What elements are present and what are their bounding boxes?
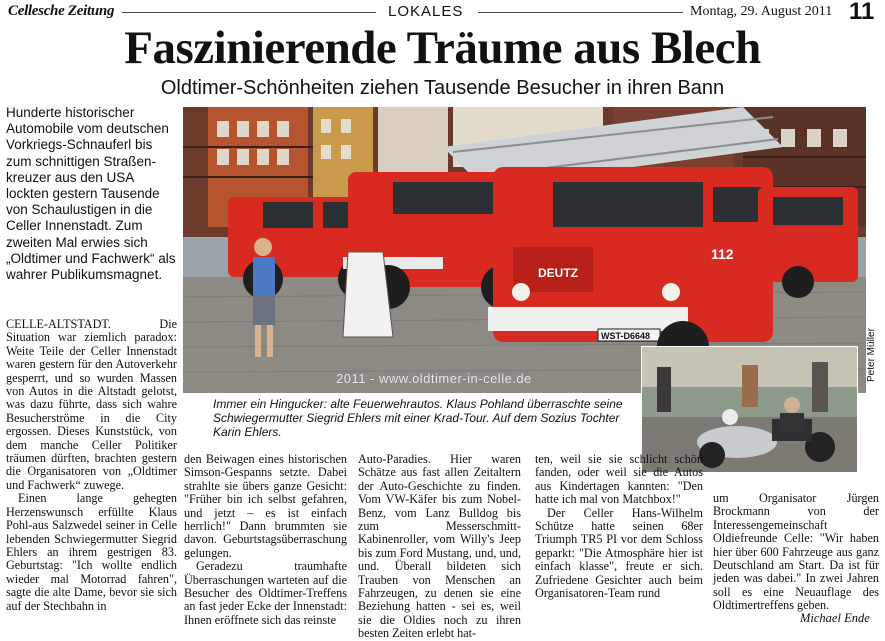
issue-date: Montag, 29. August 2011 (690, 4, 833, 19)
photo-credit: Peter Müller (866, 328, 877, 382)
header-rule-right (478, 12, 683, 13)
truck-number-label: 112 (711, 246, 734, 262)
truck-brand-label: DEUTZ (538, 266, 578, 280)
article-lead: Hunderte historischer Automobile vom deutschen Vorkriegs-Schnauferl bis zum schnittigen Straßen-kreuzer aus den USA lockten gestern Tausende von Schaulustigen in die Celler Innenstadt. Zum zweiten Mal erwies sich „Oldtimer und Fachwerk“ als wahrer Publikumsmagnet. (6, 105, 176, 283)
body-paragraph: ten, weil sie sie schlicht schön fanden, oder weil sie die Autos aus Kindertagen kannten: "Den hatte ich mal von Matchbox!" (535, 452, 703, 507)
body-paragraph: Einen lange gehegten Herzenswunsch erfüllte Klaus Pohl-aus Salzwedel seiner in Celle lebenden Schwiegermutter Siegrid Ehlers an ihrem gestrigen 83. Geburtstag: "Ich wollte endlich wieder mal Motorrad fahren", sagte die alte Dame, bevor sie sich auf der Stechbahn in (6, 491, 177, 613)
newspaper-masthead: Cellesche Zeitung (8, 3, 115, 19)
article-column-3 (358, 453, 521, 641)
header-rule-left (122, 12, 376, 13)
article-column-2 (184, 453, 347, 627)
author-byline: Michael Ende (800, 611, 870, 625)
article-headline: Faszinierende Träume aus Blech (124, 22, 761, 74)
body-paragraph: CELLE-ALTSTADT. Die Situation war ziemlich paradox: Weite Teile der Celler Innenstadt waren gestern für den Autoverkehr gesperrt, und so wurden Massen von Autos in die Altstadt gelotst, was dazu führte, dass sich wahre Besucherströme in die City ergossen. Dieses Kunststück, von dem manche Celler Politiker träumen dürften, brachten gestern die Organisatoren von „Oldtimer und Fachwerk“ zuwege. (6, 317, 177, 492)
article-column-5 (713, 492, 879, 613)
photo-watermark: 2011 - www.oldtimer-in-celle.de (336, 371, 532, 386)
license-plate: WST-D6648 (601, 331, 651, 341)
article-column-4 (535, 453, 703, 600)
body-paragraph: um Organisator Jürgen Brockmann von der Interessengemeinschaft Oldiefreunde Celle: "Wir haben hier über 600 Fahrzeuge aus ganz Deutschland am Start. Da ist für jeden was dabei." In zwei Jahren soll es eine Neuauflage des Oldtimertreffens geben. (713, 491, 879, 613)
body-paragraph: Geradezu traumhafte Überraschungen warteten auf die Besucher des Oldtimer-Treffens an fast jeder Ecke der Innenstadt: Ihnen eröffnete sich das reinste (184, 559, 347, 627)
body-paragraph: Der Celler Hans-Wilhelm Schütze hatte seinen 68er Triumph TR5 PI vor dem Schloss geparkt: "Die Atmosphäre hier ist einfach klasse", freute er sich. Zufriedene Gesichter auch beim Organisatoren-Team rund (535, 505, 703, 601)
body-paragraph: Auto-Paradies. Hier waren Schätze aus fast allen Zeitaltern der Auto-Geschichte zu finden. Vom VW-Käfer bis zum Nobel-Benz, vom Lanz Bulldog bis zum Messerschmitt-Kabinenroller, vom Willy's Jeep bis zum Ford Mustang, und, und, und. Überall bildeten sich Trauben von Menschen an Fahrzeugen, zu denen sie eine Beziehung hatten - sei es, weil sie die Oldies noch zu ihren besten Zeiten erlebt hat- (358, 452, 521, 641)
section-label: LOKALES (388, 3, 464, 20)
article-subheadline: Oldtimer-Schönheiten ziehen Tausende Besucher in ihren Bann (160, 77, 725, 99)
article-column-1 (6, 318, 177, 613)
photo-caption: Immer ein Hingucker: alte Feuerwehrautos. Klaus Pohland überraschte seine Schwiegermutter Siegrid Ehlers mit einer Krad-Tour. Auf dem Sozius Tochter Karin Ehlers. (213, 397, 623, 439)
body-paragraph: den Beiwagen eines historischen Simson-Gespanns setzte. Dabei strahlte sie übers ganze Gesicht: "Früher bin ich selbst gefahren, und jetzt – es ist einfach herrlich!" Dann brummten sie davon. Geburtstagsüberraschung gelungen. (184, 452, 347, 560)
page-number: 11 (849, 0, 875, 25)
